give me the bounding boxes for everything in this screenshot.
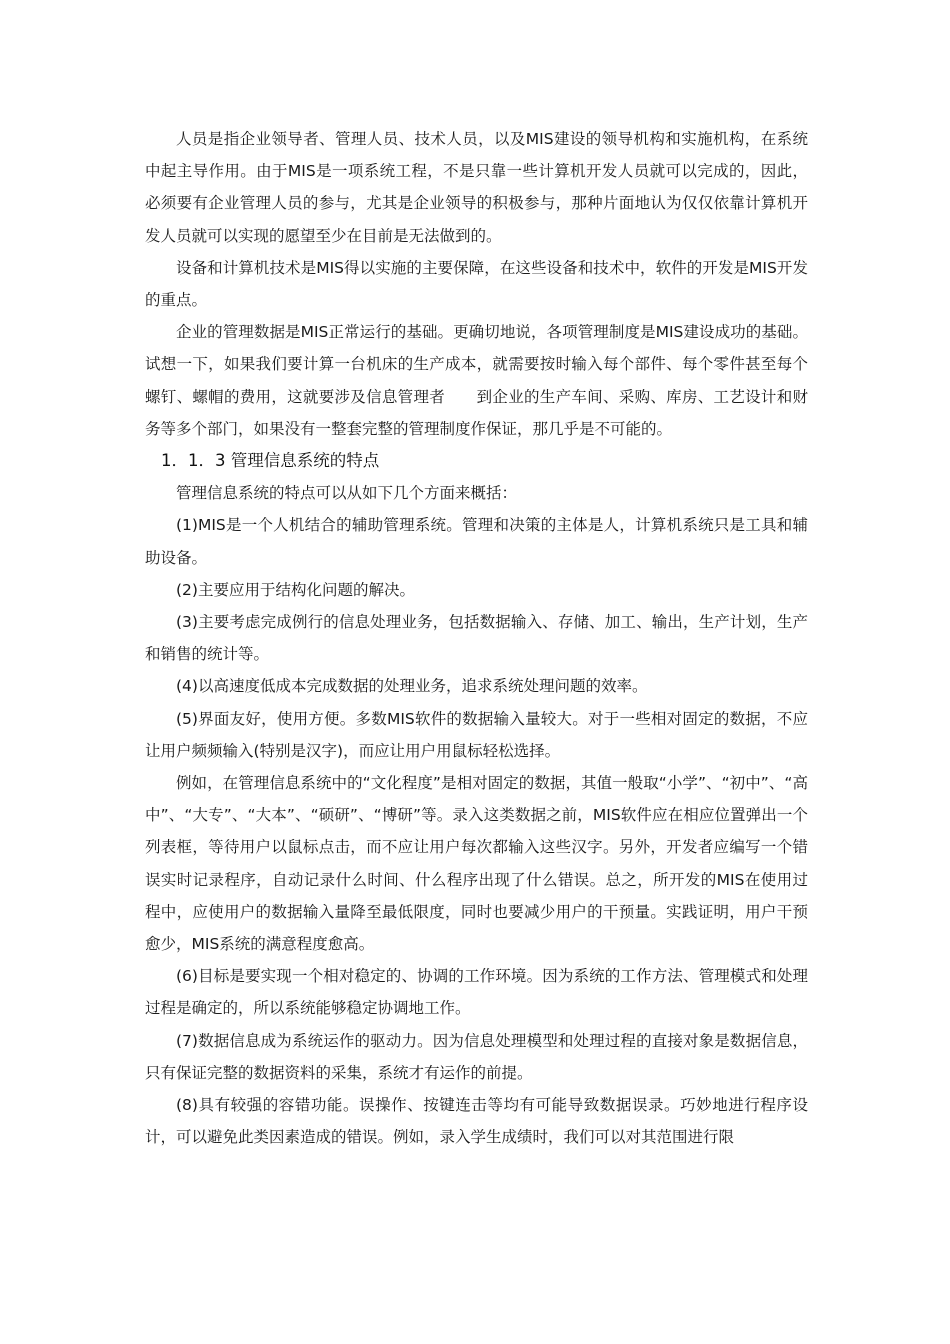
section-heading: 1．1．3 管理信息系统的特点	[161, 451, 380, 471]
paragraph-item-5: (5)界面友好，使用方便。多数MIS软件的数据输入量较大。对于一些相对固定的数据，不应让用户频频输入(特别是汉字)，而应让用户用鼠标轻松选择。	[145, 709, 808, 760]
paragraph-intro: 管理信息系统的特点可以从如下几个方面来概括：	[176, 484, 518, 503]
paragraph-item-7: (7)数据信息成为系统运作的驱动力。因为信息处理模型和处理过程的直接对象是数据信息，只有保证完整的数据资料的采集，系统才有运作的前提。	[145, 1031, 808, 1082]
paragraph-management-data: 企业的管理数据是MIS正常运行的基础。更确切地说，各项管理制度是MIS建设成功的基础。试想一下，如果我们要计算一台机床的生产成本，就需要按时输入每个部件、每个零件甚至每个螺钉、螺帽的费用，这就要涉及信息管理者 到企业的生产车间、采购、库房、工艺设计和财务等多个部门，如果没有一整套完整的管理制度作保证，那几乎是不可能的。	[145, 323, 808, 438]
paragraph-equipment: 设备和计算机技术是MIS得以实施的主要保障，在这些设备和技术中，软件的开发是MIS开发的重点。	[145, 258, 808, 310]
paragraph-item-6: (6)目标是要实现一个相对稳定的、协调的工作环境。因为系统的工作方法、管理模式和处理过程是确定的，所以系统能够稳定协调地工作。	[145, 967, 808, 1018]
paragraph-personnel: 人员是指企业领导者、管理人员、技术人员，以及MIS建设的领导机构和实施机构，在系统中起主导作用。由于MIS是一项系统工程，不是只靠一些计算机开发人员就可以完成的，因此，必须要有企业管理人员的参与，尤其是企业领导的积极参与，那种片面地认为仅仅依靠计算机开发人员就可以实现的愿望至少在目前是无法做到的。	[145, 130, 808, 245]
paragraph-item-4: (4)以高速度低成本完成数据的处理业务，追求系统处理问题的效率。	[176, 677, 648, 696]
paragraph-item-8: (8)具有较强的容错功能。误操作、按键连击等均有可能导致数据误录。巧妙地进行程序设计，可以避免此类因素造成的错误。例如，录入学生成绩时，我们可以对其范围进行限	[145, 1096, 808, 1147]
paragraph-item-3: (3)主要考虑完成例行的信息处理业务，包括数据输入、存储、加工、输出，生产计划，生产和销售的统计等。	[145, 613, 808, 664]
paragraph-example: 例如，在管理信息系统中的“文化程度”是相对固定的数据，其值一般取“小学”、“初中”、“高中”、“大专”、“大本”、“硕研”、“博研”等。录入这类数据之前，MIS软件应在相应位置弹出一个列表框，等待用户以鼠标点击，而不应让用户每次都输入这些汉字。另外，开发者应编写一个错误实时记录程序，自动记录什么时间、什么程序出现了什么错误。总之，所开发的MIS在使用过程中，应使用户的数据输入量降至最低限度，同时也要减少用户的干预量。实践证明，用户干预愈少，MIS系统的满意程度愈高。	[145, 774, 808, 954]
paragraph-item-1: (1)MIS是一个人机结合的辅助管理系统。管理和决策的主体是人，计算机系统只是工具和辅助设备。	[145, 516, 808, 567]
document-body	[145, 123, 808, 1154]
paragraph-item-2: (2)主要应用于结构化问题的解决。	[176, 580, 415, 599]
